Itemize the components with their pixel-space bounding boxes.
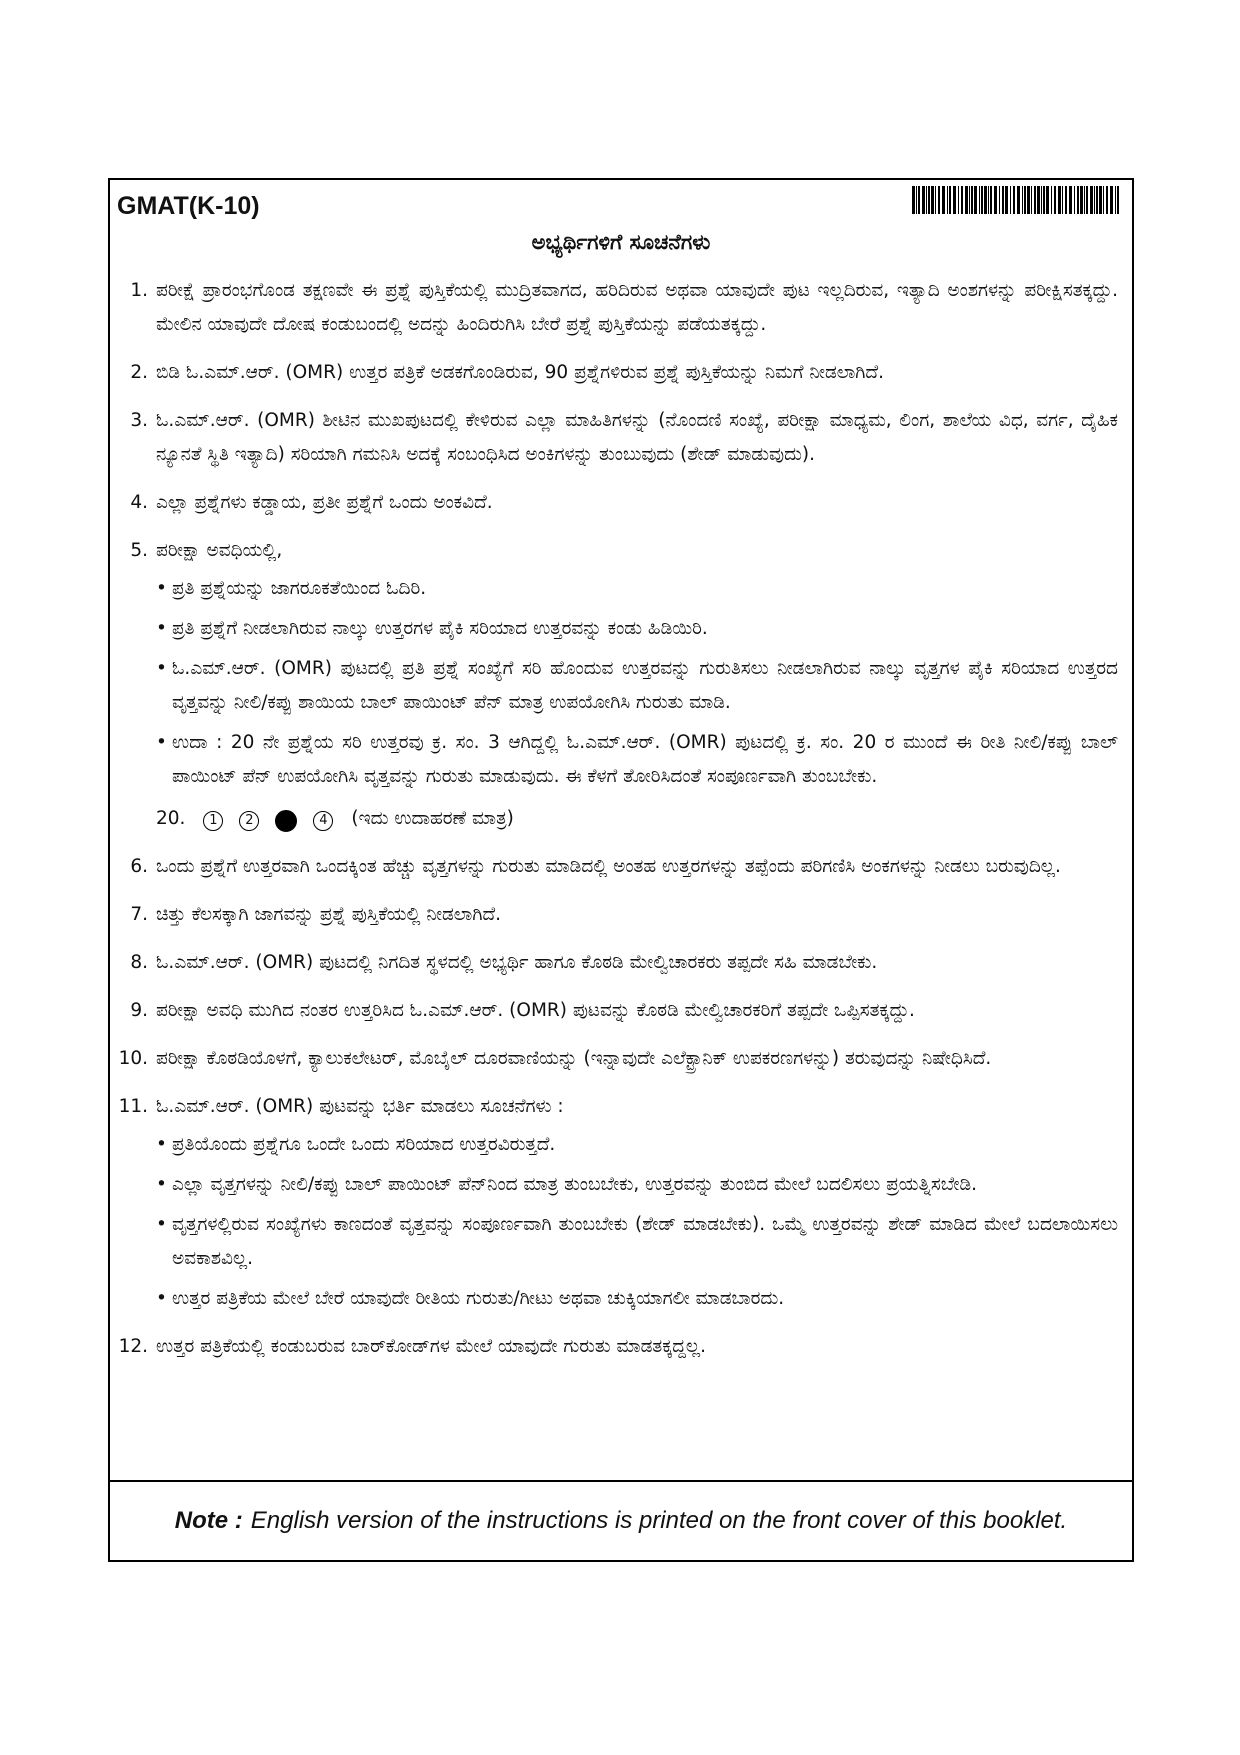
- instruction-sheet: [108, 178, 1134, 1562]
- instruction-item: [110, 356, 1132, 390]
- instruction-item: [110, 1330, 1132, 1364]
- example-options: [195, 802, 341, 836]
- sub-item: • ವೃತ್ತಗಳಲ್ಲಿರುವ ಸಂಖ್ಯೆಗಳು ಕಾಣದಂತೆ ವೃತ್ತವನ್ನು ಸಂಪೂರ್ಣವಾಗಿ ತುಂಬಬೇಕು (ಶೇಡ್ ಮಾಡಬೇಕು). ಒಮ್ಮೆ ಉತ್ತರವನ್ನು ಶೇಡ್ ಮಾಡಿದ ಮೇಲೆ ಬದಲಾಯಿಸಲು ಅವಕಾಶವಿಲ್ಲ.: [156, 1208, 1118, 1276]
- item-text: ಓ.ಎಮ್.ಆರ್. (OMR) ಪುಟವನ್ನು ಭರ್ತಿ ಮಾಡಲು ಸೂಚನೆಗಳು :: [156, 1096, 564, 1117]
- sub-list: [156, 1128, 1118, 1316]
- item-number: 10.: [118, 1048, 148, 1069]
- item-number: 12.: [118, 1336, 148, 1357]
- item-number: 6.: [130, 856, 148, 877]
- sub-item: • ಓ.ಎಮ್.ಆರ್. (OMR) ಪುಟದಲ್ಲಿ ಪ್ರತಿ ಪ್ರಶ್ನೆ ಸಂಖ್ಯೆಗೆ ಸರಿ ಹೊಂದುವ ಉತ್ತರವನ್ನು ಗುರುತಿಸಲು ನೀಡಲಾಗಿರುವ ನಾಲ್ಕು ವೃತ್ತಗಳ ಪೈಕಿ ಸರಿಯಾದ ಉತ್ತರದ ವೃತ್ತವನ್ನು ನೀಲಿ/ಕಪ್ಪು ಶಾಯಿಯ ಬಾಲ್ ಪಾಯಿಂಟ್ ಪೆನ್ ಮಾತ್ರ ಉಪಯೋಗಿಸಿ ಗುರುತು ಮಾಡಿ.: [156, 652, 1118, 720]
- instruction-item: [110, 898, 1132, 932]
- instruction-item: [110, 994, 1132, 1028]
- instruction-item: [110, 274, 1132, 342]
- item-text: ಓ.ಎಮ್.ಆರ್. (OMR) ಪುಟದಲ್ಲಿ ನಿಗದಿತ ಸ್ಥಳದಲ್ಲಿ ಅಭ್ಯರ್ಥಿ ಹಾಗೂ ಕೊಠಡಿ ಮೇಲ್ವಿಚಾರಕರು ತಪ್ಪದೇ ಸಹಿ ಮಾಡಬೇಕು.: [156, 952, 878, 973]
- sub-list: [156, 572, 1118, 794]
- instruction-item: [110, 486, 1132, 520]
- item-number: 3.: [130, 410, 148, 431]
- page-title: ಅಭ್ಯರ್ಥಿಗಳಿಗೆ ಸೂಚನೆಗಳು: [531, 230, 711, 254]
- item-text: ಬಿಡಿ ಓ.ಎಮ್.ಆರ್. (OMR) ಉತ್ತರ ಪತ್ರಿಕೆ ಅಡಕಗೊಂಡಿರುವ, 90 ಪ್ರಶ್ನೆಗಳಿರುವ ಪ್ರಶ್ನೆ ಪುಸ್ತಿಕೆಯನ್ನು ನಿಮಗೆ ನೀಡಲಾಗಿದೆ.: [156, 362, 884, 383]
- item-number: 8.: [130, 952, 148, 973]
- option-circle: 1: [203, 811, 223, 831]
- option-circle: 2: [239, 811, 259, 831]
- item-text: ಪರೀಕ್ಷಾ ಕೊಠಡಿಯೊಳಗೆ, ಕ್ಯಾಲುಕಲೇಟರ್, ಮೊಬೈಲ್ ದೂರವಾಣಿಯನ್ನು (ಇನ್ನಾವುದೇ ಎಲೆಕ್ಟ್ರಾನಿಕ್ ಉಪಕರಣಗಳನ್ನು) ತರುವುದನ್ನು ನಿಷೇಧಿಸಿದೆ.: [156, 1048, 992, 1069]
- sub-item: • ಪ್ರತಿಯೊಂದು ಪ್ರಶ್ನೆಗೂ ಒಂದೇ ಒಂದು ಸರಿಯಾದ ಉತ್ತರವಿರುತ್ತದೆ.: [156, 1128, 1118, 1162]
- sub-item: • ಉತ್ತರ ಪತ್ರಿಕೆಯ ಮೇಲೆ ಬೇರೆ ಯಾವುದೇ ರೀತಿಯ ಗುರುತು/ಗೀಟು ಅಥವಾ ಚುಕ್ಕಿಯಾಗಲೀ ಮಾಡಬಾರದು.: [156, 1282, 1118, 1316]
- item-number: 9.: [130, 1000, 148, 1021]
- sub-item: • ಉದಾ : 20 ನೇ ಪ್ರಶ್ನೆಯ ಸರಿ ಉತ್ತರವು ಕ್ರ. ಸಂ. 3 ಆಗಿದ್ದಲ್ಲಿ ಓ.ಎಮ್.ಆರ್. (OMR) ಪುಟದಲ್ಲಿ ಕ್ರ. ಸಂ. 20 ರ ಮುಂದೆ ಈ ರೀತಿ ನೀಲಿ/ಕಪ್ಪು ಬಾಲ್ ಪಾಯಿಂಟ್ ಪೆನ್ ಉಪಯೋಗಿಸಿ ವೃತ್ತವನ್ನು ಗುರುತು ಮಾಡುವುದು. ಈ ಕೆಳಗೆ ತೋರಿಸಿದಂತೆ ಸಂಪೂರ್ಣವಾಗಿ ತುಂಬಬೇಕು.: [156, 726, 1118, 794]
- item-number: 2.: [130, 362, 148, 383]
- instruction-item: [110, 946, 1132, 980]
- item-number: 7.: [130, 904, 148, 925]
- item-text: ಪರೀಕ್ಷಾ ಅವಧಿ ಮುಗಿದ ನಂತರ ಉತ್ತರಿಸಿದ ಓ.ಎಮ್.ಆರ್. (OMR) ಪುಟವನ್ನು ಕೊಠಡಿ ಮೇಲ್ವಿಚಾರಕರಿಗೆ ತಪ್ಪದೇ ಒಪ್ಪಿಸತಕ್ಕದ್ದು.: [156, 1000, 915, 1021]
- item-text: ಓ.ಎಮ್.ಆರ್. (OMR) ಶೀಟಿನ ಮುಖಪುಟದಲ್ಲಿ ಕೇಳಿರುವ ಎಲ್ಲಾ ಮಾಹಿತಿಗಳನ್ನು (ನೊಂದಣಿ ಸಂಖ್ಯೆ, ಪರೀಕ್ಷಾ ಮಾಧ್ಯಮ, ಲಿಂಗ, ಶಾಲೆಯ ವಿಧ, ವರ್ಗ, ದೈಹಿಕ ನ್ಯೂನತೆ ಸ್ಥಿತಿ ಇತ್ಯಾದಿ) ಸರಿಯಾಗಿ ಗಮನಿಸಿ ಅದಕ್ಕೆ ಸಂಬಂಧಿಸಿದ ಅಂಕಿಗಳನ್ನು ತುಂಬುವುದು (ಶೇಡ್ ಮಾಡುವುದು).: [156, 410, 1118, 465]
- sub-item: • ಪ್ರತಿ ಪ್ರಶ್ನೆಯನ್ನು ಜಾಗರೂಕತೆಯಿಂದ ಓದಿರಿ.: [156, 572, 1118, 606]
- note-text: English version of the instructions is printed on the front cover of this booklet.: [250, 1507, 1068, 1534]
- instruction-item: [110, 850, 1132, 884]
- item-text: ಒಂದು ಪ್ರಶ್ನೆಗೆ ಉತ್ತರವಾಗಿ ಒಂದಕ್ಕಿಂತ ಹೆಚ್ಚು ವೃತ್ತಗಳನ್ನು ಗುರುತು ಮಾಡಿದಲ್ಲಿ ಅಂತಹ ಉತ್ತರಗಳನ್ನು ತಪ್ಪೆಂದು ಪರಿಗಣಿಸಿ ಅಂಕಗಳನ್ನು ನೀಡಲು ಬರುವುದಿಲ್ಲ.: [156, 856, 1061, 877]
- example-caption: (ಇದು ಉದಾಹರಣೆ ಮಾತ್ರ): [351, 808, 514, 829]
- instruction-item: [110, 1090, 1132, 1316]
- option-circle: 4: [313, 811, 333, 831]
- item-number: 11.: [118, 1096, 148, 1117]
- note-footer: [110, 1480, 1132, 1560]
- item-number: 4.: [130, 492, 148, 513]
- example-question-number: 20.: [156, 808, 186, 829]
- instruction-item: [110, 534, 1132, 836]
- item-text: ಎಲ್ಲಾ ಪ್ರಶ್ನೆಗಳು ಕಡ್ಡಾಯ, ಪ್ರತೀ ಪ್ರಶ್ನೆಗೆ ಒಂದು ಅಂಕವಿದೆ.: [156, 492, 493, 513]
- item-number: 1.: [130, 280, 148, 301]
- sub-item: • ಎಲ್ಲಾ ವೃತ್ತಗಳನ್ನು ನೀಲಿ/ಕಪ್ಪು ಬಾಲ್ ಪಾಯಿಂಟ್ ಪೆನ್‌ನಿಂದ ಮಾತ್ರ ತುಂಬಬೇಕು, ಉತ್ತರವನ್ನು ತುಂಬಿದ ಮೇಲೆ ಬದಲಿಸಲು ಪ್ರಯತ್ನಿಸಬೇಡಿ.: [156, 1168, 1118, 1202]
- note-label: Note :: [174, 1507, 243, 1534]
- item-text: ಪರೀಕ್ಷಾ ಅವಧಿಯಲ್ಲಿ,: [156, 540, 283, 561]
- item-text: ಪರೀಕ್ಷೆ ಪ್ರಾರಂಭಗೊಂಡ ತಕ್ಷಣವೇ ಈ ಪ್ರಶ್ನೆ ಪುಸ್ತಿಕೆಯಲ್ಲಿ ಮುದ್ರಿತವಾಗದ, ಹರಿದಿರುವ ಅಥವಾ ಯಾವುದೇ ಪುಟ ಇಲ್ಲದಿರುವ, ಇತ್ಯಾದಿ ಅಂಶಗಳನ್ನು ಪರೀಕ್ಷಿಸತಕ್ಕದ್ದು. ಮೇಲಿನ ಯಾವುದೇ ದೋಷ ಕಂಡುಬಂದಲ್ಲಿ ಅದನ್ನು ಹಿಂದಿರುಗಿಸಿ ಬೇರೆ ಪ್ರಶ್ನೆ ಪುಸ್ತಿಕೆಯನ್ನು ಪಡೆಯತಕ್ಕದ್ದು.: [156, 280, 1118, 335]
- barcode-icon: [912, 186, 1122, 214]
- booklet-code: GMAT(K-10): [117, 192, 260, 220]
- instruction-item: [110, 1042, 1132, 1076]
- item-text: ಚಿತ್ತು ಕೆಲಸಕ್ಕಾಗಿ ಜಾಗವನ್ನು ಪ್ರಶ್ನೆ ಪುಸ್ತಿಕೆಯಲ್ಲಿ ನೀಡಲಾಗಿದೆ.: [156, 904, 502, 925]
- option-circle: 3: [275, 810, 297, 832]
- instruction-list: [110, 274, 1132, 1378]
- instruction-item: [110, 404, 1132, 472]
- omr-example: [156, 802, 1118, 836]
- item-text: ಉತ್ತರ ಪತ್ರಿಕೆಯಲ್ಲಿ ಕಂಡುಬರುವ ಬಾರ್‌ಕೋಡ್‌ಗಳ ಮೇಲೆ ಯಾವುದೇ ಗುರುತು ಮಾಡತಕ್ಕದ್ದಲ್ಲ.: [156, 1336, 706, 1357]
- item-number: 5.: [130, 540, 148, 561]
- sub-item: • ಪ್ರತಿ ಪ್ರಶ್ನೆಗೆ ನೀಡಲಾಗಿರುವ ನಾಲ್ಕು ಉತ್ತರಗಳ ಪೈಕಿ ಸರಿಯಾದ ಉತ್ತರವನ್ನು ಕಂಡು ಹಿಡಿಯಿರಿ.: [156, 612, 1118, 646]
